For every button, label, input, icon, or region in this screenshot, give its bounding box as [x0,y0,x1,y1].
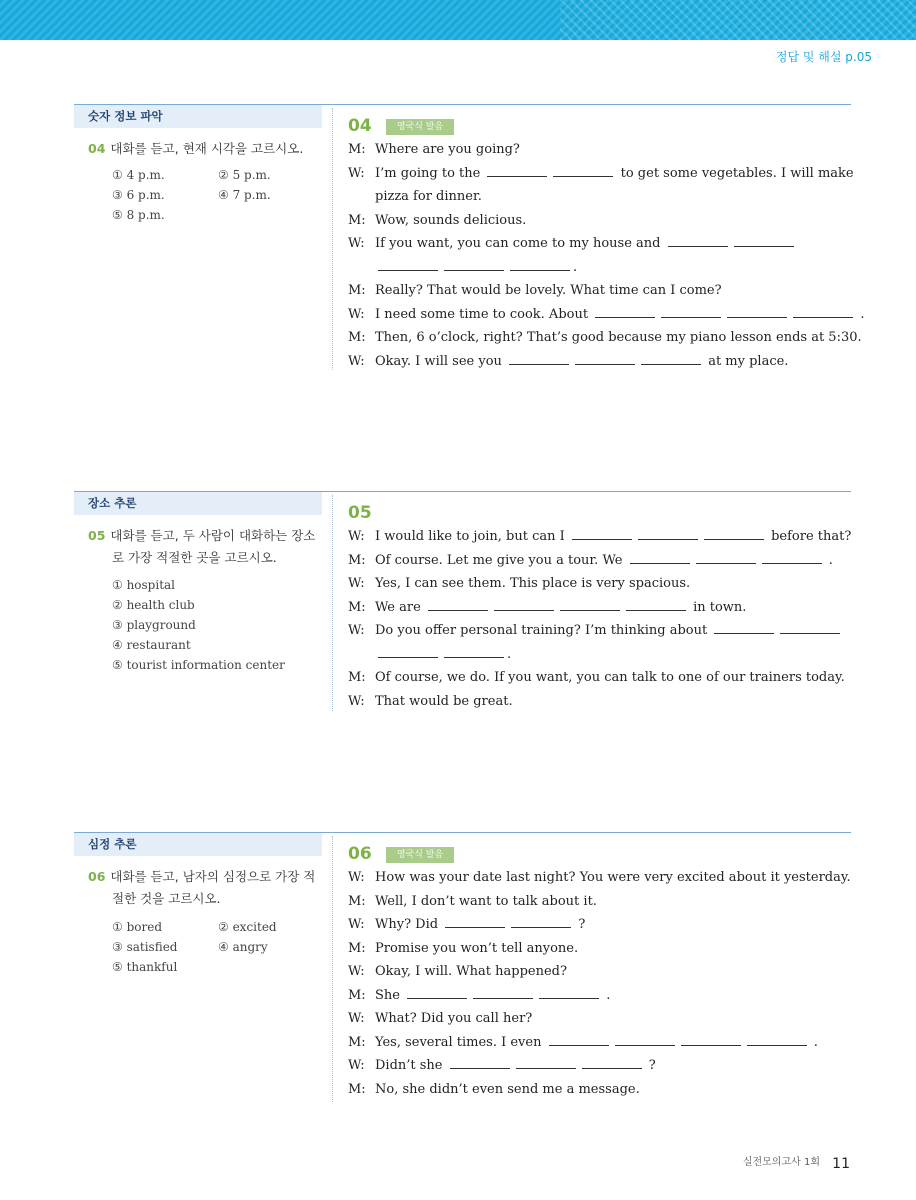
line-text: Well, I don’t want to talk about it. [375,893,597,909]
dialogue-header [348,114,858,138]
dialogue-line [348,138,858,162]
answer-blank[interactable] [714,632,774,634]
line-text: How was your date last night? You were very excited about it yesterday. [375,870,851,885]
line-text: Really? That would be lovely. What time can I come? [375,283,722,298]
answer-blank[interactable] [572,538,632,540]
answer-blank[interactable] [641,363,701,365]
category-label: 숫자 정보 파악 [74,105,322,128]
answer-blank[interactable] [638,538,698,540]
dialogue-line [348,1054,858,1078]
speaker-label: M: [348,212,366,228]
speaker-label: M: [348,940,366,956]
line-text-after: before that? [771,529,852,544]
option-1: ① bored [112,920,162,934]
answer-blank[interactable] [762,562,822,564]
speaker-label: M: [348,552,366,568]
line-text: We are [375,599,421,615]
question-prompt [74,866,324,888]
question-prompt [74,138,324,160]
speaker-label: W: [348,623,365,638]
option-4: ④ 7 p.m. [218,188,271,202]
speaker-label: M: [348,1034,366,1050]
answer-blank[interactable] [668,245,728,247]
answer-blank[interactable] [509,363,569,365]
answer-blank[interactable] [681,1044,741,1046]
footer-title: 실전모의고사 1회 [742,1157,820,1168]
dialogue-line [348,549,858,573]
column-divider [332,495,333,711]
answer-blank[interactable] [549,1044,609,1046]
dialogue-line [348,1078,858,1102]
options [74,575,324,675]
category-label: 심정 추론 [74,833,322,856]
line-text: I’m going to the [375,165,481,181]
dialogue-lines [348,138,865,373]
speaker-label: M: [348,893,366,909]
dialogue-number: 06 [348,844,372,864]
line-text: What? Did you call her? [375,1011,533,1026]
line-text-after: ? [648,1058,656,1073]
speaker-label: W: [348,870,365,885]
dialogue-header [348,501,858,525]
dialogue-line [348,303,865,327]
line-text: She [375,987,400,1003]
option-5: ⑤ thankful [112,960,178,974]
dialogue-line [348,890,858,914]
dialogue-line [348,596,858,620]
answer-blank[interactable] [704,538,764,540]
option-4: ④ angry [218,940,268,954]
dialogue-line [348,162,858,186]
option-2: ② 5 p.m. [218,168,271,182]
answer-blank[interactable] [626,609,686,611]
answer-blank[interactable] [428,609,488,611]
line-text: Yes, I can see them. This place is very spacious. [375,576,691,591]
column-divider [332,108,333,370]
dialogue-line [348,525,858,549]
speaker-label: W: [348,165,365,181]
answer-blank[interactable] [473,997,533,999]
answer-blank[interactable] [510,269,570,271]
question-text-cont: 로 가장 적절한 곳을 고르시오. [112,550,277,565]
line-text: Do you offer personal training? I’m thinking about [375,623,708,638]
dialogue-line [348,913,858,937]
dialogue-block [348,842,858,1101]
dialogue-block [348,114,865,373]
question-text: 대화를 듣고, 두 사람이 대화하는 장소 [110,528,316,543]
dialogue-line [348,619,858,643]
line-text: If you want, you can come to my house and [375,236,661,251]
dialogue-line [348,572,858,596]
section-04 [74,104,865,374]
line-text: Okay, I will. What happened? [375,964,567,979]
dialogue-line-cont [348,185,858,209]
answer-blank[interactable] [575,363,635,365]
line-text: Okay. I will see you [375,353,502,369]
line-text-after: to get some vegetables. I will make [620,165,854,181]
dialogue-line-cont [348,643,858,667]
line-text-cont: pizza for dinner. [375,189,482,204]
speaker-label: W: [348,917,365,932]
answer-blank[interactable] [780,632,840,634]
speaker-label: W: [348,964,365,979]
top-decorative-band [0,0,916,40]
answer-blank[interactable] [445,926,505,928]
line-text: I would like to join, but can I [375,529,565,544]
option-4: ④ restaurant [112,638,191,652]
line-text-after: . [860,306,865,322]
answer-blank[interactable] [661,316,721,318]
dialogue-line [348,1007,858,1031]
dialogue-line [348,326,862,350]
section-05 [74,491,851,713]
dialogue-line [348,866,858,890]
question-text: 대화를 듣고, 남자의 심정으로 가장 적 [110,869,316,884]
dialogue-line [348,666,858,690]
line-text-after: in town. [693,599,747,615]
answer-reference: 정답 및 해설 p.05 [775,50,872,64]
line-text: That would be great. [375,693,513,709]
line-text-after: . [606,987,611,1003]
speaker-label: W: [348,353,365,369]
speaker-label: M: [348,599,366,615]
question-text: 대화를 듣고, 현재 시각을 고르시오. [110,141,304,156]
line-text: No, she didn’t even send me a message. [375,1081,640,1097]
answer-blank[interactable] [582,1067,642,1069]
line-text-after: ? [578,917,586,932]
line-text: Promise you won’t tell anyone. [375,940,579,956]
option-1: ① hospital [112,578,176,592]
dialogue-line [348,984,858,1008]
dialogue-line-cont [348,256,858,280]
section-06 [74,832,851,1104]
question-number: 06 [88,869,106,884]
answer-blank[interactable] [494,609,554,611]
answer-blank[interactable] [539,997,599,999]
category-label: 장소 추론 [74,492,322,515]
option-3: ③ playground [112,618,196,632]
dialogue-line [348,1031,858,1055]
line-text-after: . [828,552,833,568]
question-block [74,525,324,675]
dialogue-line [348,350,858,374]
question-text-cont: 절한 것을 고르시오. [112,891,221,906]
answer-blank[interactable] [487,175,547,177]
dialogue-block [348,501,858,713]
dialogue-line [348,960,858,984]
option-1: ① 4 p.m. [112,168,165,182]
page-number: 11 [832,1156,850,1172]
dialogue-number: 04 [348,116,372,136]
speaker-label: W: [348,693,365,709]
line-text-cont-after: . [507,646,512,662]
answer-blank[interactable] [793,316,853,318]
question-block [74,866,324,976]
answer-blank[interactable] [450,1067,510,1069]
answer-blank[interactable] [516,1067,576,1069]
dialogue-header [348,842,858,866]
answer-blank[interactable] [734,245,794,247]
dialogue-line [348,937,858,961]
line-text-cont-after: . [573,259,578,275]
options [74,164,324,226]
answer-blank[interactable] [560,609,620,611]
question-prompt [74,525,324,547]
question-block [74,138,324,226]
line-text-after: . [813,1034,818,1050]
answer-blank[interactable] [378,656,438,658]
answer-blank[interactable] [444,269,504,271]
line-text: Of course. Let me give you a tour. We [375,552,623,568]
dialogue-number: 05 [348,503,372,523]
dialogue-line [348,690,858,714]
accent-badge: 영국식 발음 [386,119,454,135]
answer-blank[interactable] [747,1044,807,1046]
speaker-label: M: [348,330,366,345]
speaker-label: W: [348,576,365,591]
answer-blank[interactable] [378,269,438,271]
dialogue-line [348,209,858,233]
answer-blank[interactable] [407,997,467,999]
option-2: ② health club [112,598,195,612]
line-text: Yes, several times. I even [375,1034,542,1050]
answer-blank[interactable] [595,316,655,318]
speaker-label: M: [348,1081,366,1097]
line-text: Then, 6 o’clock, right? That’s good because my piano lesson ends at 5:30. [375,330,862,345]
line-text: I need some time to cook. About [375,306,589,322]
speaker-label: W: [348,1058,365,1073]
speaker-label: W: [348,529,365,544]
line-text-after: at my place. [708,353,789,369]
options [74,914,324,976]
line-text: Where are you going? [375,142,520,157]
line-text: Didn’t she [375,1058,443,1073]
option-5: ⑤ tourist information center [112,658,285,672]
option-3: ③ 6 p.m. [112,188,165,202]
dialogue-lines [348,525,858,713]
dialogue-line [348,232,858,256]
dialogue-line [348,279,858,303]
answer-blank[interactable] [444,656,504,658]
line-text: Of course, we do. If you want, you can talk to one of our trainers today. [375,670,845,685]
question-number: 05 [88,528,106,543]
dialogue-lines [348,866,858,1101]
answer-blank[interactable] [615,1044,675,1046]
column-divider [332,836,333,1102]
speaker-label: M: [348,283,366,298]
speaker-label: W: [348,236,365,251]
answer-blank[interactable] [511,926,571,928]
accent-badge: 영국식 발음 [386,847,454,863]
option-2: ② excited [218,920,277,934]
option-3: ③ satisfied [112,940,178,954]
answer-blank[interactable] [727,316,787,318]
speaker-label: W: [348,306,365,322]
speaker-label: W: [348,1011,365,1026]
line-text: Wow, sounds delicious. [375,212,527,228]
question-number: 04 [88,141,106,156]
speaker-label: M: [348,142,366,157]
speaker-label: M: [348,987,366,1003]
answer-blank[interactable] [553,175,613,177]
answer-blank[interactable] [630,562,690,564]
speaker-label: M: [348,670,366,685]
line-text: Why? Did [375,917,439,932]
answer-blank[interactable] [696,562,756,564]
option-5: ⑤ 8 p.m. [112,208,165,222]
